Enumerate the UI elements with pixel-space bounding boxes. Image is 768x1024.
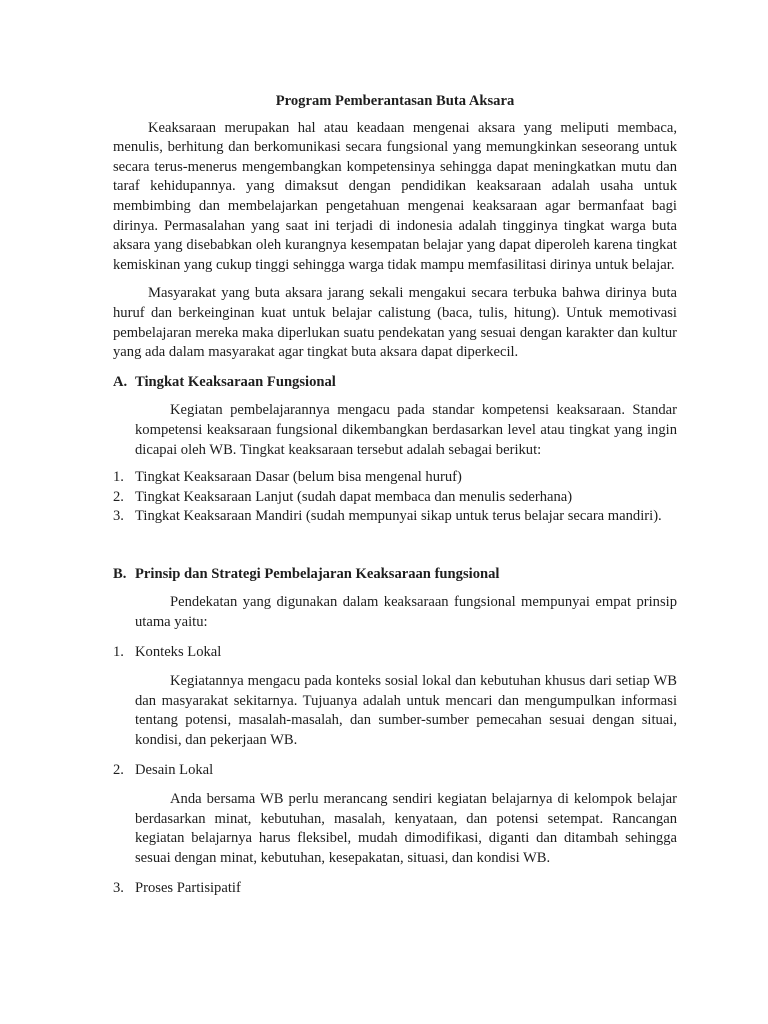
list-item — [113, 507, 677, 527]
intro-paragraph-1: Keaksaraan merupakan hal atau keadaan mengenai aksara yang meliputi membaca, menulis, berhitung dan berkomunikasi secara fungsional yang memungkinkan seseorang untuk secara terus-menerus mengembangkan kompetensinya sehingga dapat meningkatkan mutu dan taraf kehidupannya. yang dimaksut dengan pendidikan keaksaraan adalah usaha untuk membimbing dan membelajarkan pengetahuan mengenai keaksaraan agar bermanfaat bagi dirinya. Permasalahan yang saat ini terjadi di indonesia adalah tingginya tingkat warga buta aksara yang disebabkan oleh kurangnya kesempatan belajar yang dapat diperoleh karena tingkat kemiskinan yang cukup tinggi sehingga warga tidak mampu memfasilitasi dirinya untuk belajar. — [113, 119, 677, 273]
section-b-title: Prinsip dan Strategi Pembelajaran Keaksaraan fungsional — [135, 565, 500, 582]
principle-heading-3 — [113, 879, 677, 899]
section-a-paragraph: Kegiatan pembelajarannya mengacu pada standar kompetensi keaksaraan. Standar kompetensi keaksaraan fungsional dikembangkan berdasarkan level atau tingkat yang ingin dicapai oleh WB. Tingkat keaksaraan tersebut adalah sebagai berikut: — [135, 402, 677, 458]
document-body — [113, 92, 677, 898]
principle-title: Konteks Lokal — [135, 643, 222, 660]
list-item — [113, 468, 677, 488]
list-item-text: Tingkat Keaksaraan Dasar (belum bisa mengenal huruf) — [135, 469, 462, 486]
principle-paragraph-1: Kegiatannya mengacu pada konteks sosial lokal dan kebutuhan khusus dari setiap WB dan masyarakat sekitarnya. Tujuanya adalah untuk mencari dan mengumpulkan informasi tentang potensi, masalah-masalah, dan sumber-sumber pemecahan sesuai dengan situai, kondisi, dan pekerjaan WB. — [135, 673, 677, 749]
list-item — [113, 488, 677, 508]
principle-number: 2. — [113, 761, 124, 778]
principle-heading-2 — [113, 761, 677, 781]
section-a-heading — [113, 373, 677, 393]
list-item-number: 2. — [113, 488, 124, 505]
principle-title: Desain Lokal — [135, 761, 214, 778]
list-item-number: 1. — [113, 469, 124, 486]
principle-title: Proses Partisipatif — [135, 879, 241, 896]
principle-number: 3. — [113, 879, 124, 896]
section-a-list — [113, 468, 677, 527]
principle-paragraph-2: Anda bersama WB perlu merancang sendiri kegiatan belajarnya di kelompok belajar berdasarkan minat, kebutuhan, masalah, kenyataan, dan potensi setempat. Rancangan kegiatan belajarnya harus fleksibel, mudah dimodifikasi, diganti dan ditambah sehingga sesuai dengan minat, kebutuhan, kesepakatan, situasi, dan kondisi WB. — [135, 791, 677, 866]
section-b-heading — [113, 565, 677, 585]
section-a-title: Tingkat Keaksaraan Fungsional — [135, 373, 336, 390]
intro-paragraph-2: Masyarakat yang buta aksara jarang sekali mengakui secara terbuka bahwa dirinya buta huruf dan berkeinginan kuat untuk belajar calistung (baca, tulis, hitung). Untuk memotivasi pembelajaran mereka maka diperlukan suatu pendekatan yang sesuai dengan karakter dan kultur yang ada dalam masyarakat agar tingkat buta aksara dapat diperkecil. — [113, 285, 677, 361]
principle-number: 1. — [113, 643, 124, 660]
principle-heading-1 — [113, 643, 677, 663]
list-item-number: 3. — [113, 508, 124, 525]
section-a-marker: A. — [113, 373, 128, 390]
section-b-marker: B. — [113, 565, 127, 582]
list-item-text: Tingkat Keaksaraan Mandiri (sudah mempunyai sikap untuk terus belajar secara mandiri). — [135, 508, 662, 525]
section-b-paragraph: Pendekatan yang digunakan dalam keaksaraan fungsional mempunyai empat prinsip utama yaitu: — [135, 594, 677, 631]
list-item-text: Tingkat Keaksaraan Lanjut (sudah dapat membaca dan menulis sederhana) — [135, 488, 573, 505]
document-title: Program Pemberantasan Buta Aksara — [275, 93, 515, 109]
